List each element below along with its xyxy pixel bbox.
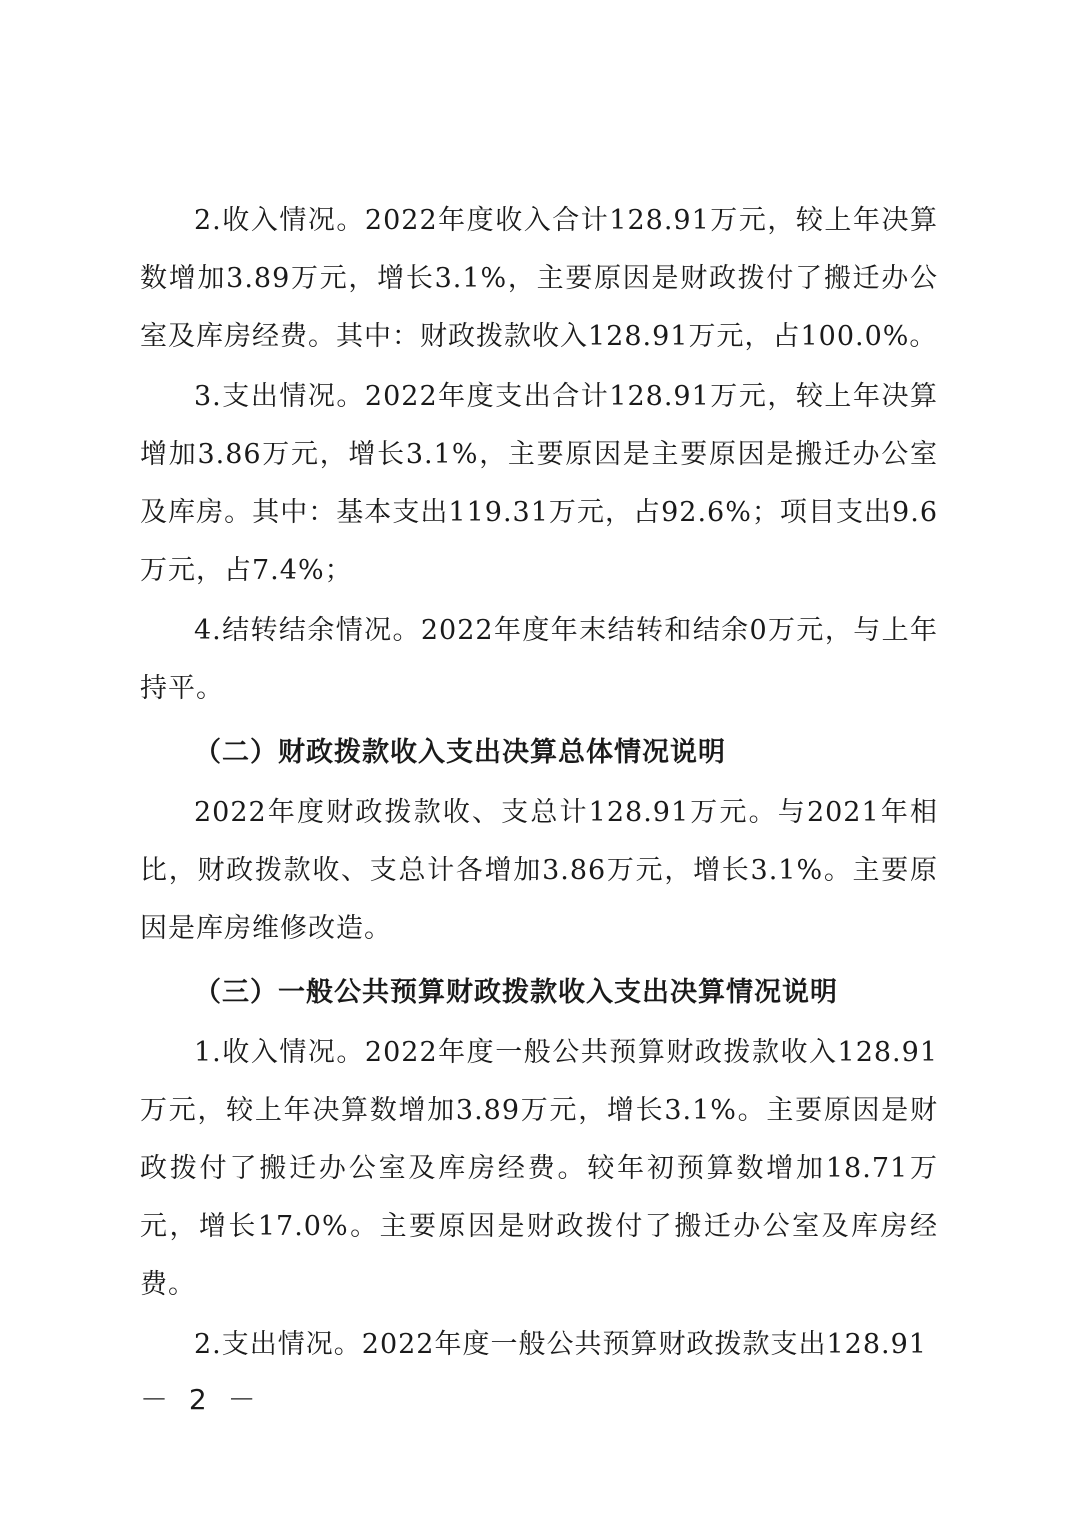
section3-income-paragraph: 1.收入情况。2022年度一般公共预算财政拨款收入128.91万元，较上年决算数增加3.89万元，增长3.1%。主要原因是财政拨付了搬迁办公室及库房经费。较年初预算数增加18.71万元，增长17.0%。主要原因是财政拨付了搬迁办公室及库房经费。 [140, 1037, 938, 1300]
carryover-paragraph: 4.结转结余情况。2022年度年末结转和结余0万元，与上年持平。 [140, 615, 938, 704]
page-number: － 2 － [140, 1383, 262, 1416]
section3-expenditure-paragraph: 2.支出情况。2022年度一般公共预算财政拨款支出128.91 [194, 1329, 927, 1360]
section3-heading: （三）一般公共预算财政拨款收入支出决算情况说明 [194, 977, 838, 1008]
document-body [140, 192, 938, 1374]
expenditure-paragraph: 3.支出情况。2022年度支出合计128.91万元，较上年决算增加3.86万元，增长3.1%，主要原因是主要原因是搬迁办公室及库房。其中：基本支出119.31万元，占92.6%；项目支出9.6万元，占7.4%； [140, 381, 938, 586]
section2-body-paragraph: 2022年度财政拨款收、支总计128.91万元。与2021年相比，财政拨款收、支总计各增加3.86万元，增长3.1%。主要原因是库房维修改造。 [140, 797, 938, 944]
section2-heading: （二）财政拨款收入支出决算总体情况说明 [194, 737, 726, 768]
income-paragraph: 2.收入情况。2022年度收入合计128.91万元，较上年决算数增加3.89万元，增长3.1%，主要原因是财政拨付了搬迁办公室及库房经费。其中：财政拨款收入128.91万元，占100.0%。 [140, 205, 938, 352]
